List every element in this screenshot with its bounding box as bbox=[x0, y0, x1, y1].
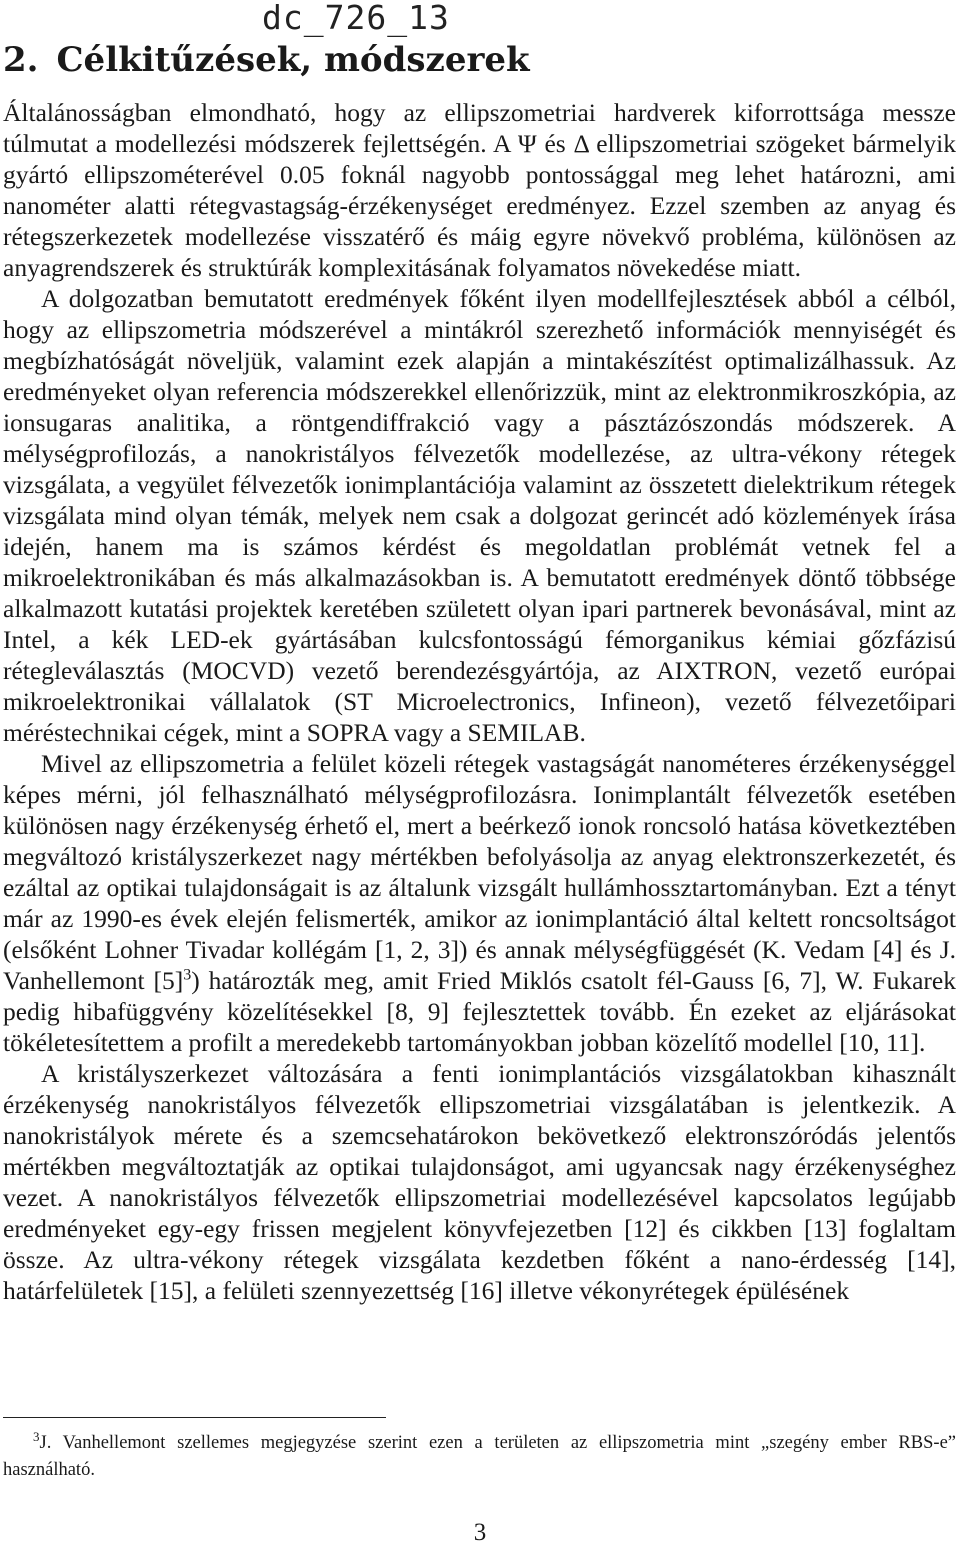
footnote-reference: 3 bbox=[183, 966, 192, 984]
section-number: 2. bbox=[3, 40, 39, 80]
body-text bbox=[3, 97, 956, 1306]
paragraph-depth-profiling-text-b: ) határozták meg, amit Fried Miklós csatolt fél-Gauss [6, 7], W. Fukarek pedig hibafüggvény közelítésekkel [8, 9] fejlesztettek tovább. Én ezeket az eljárásokat tökéletesítettem a profilt a meredekebb tartományokban jobban közelítő modellel [10, 11]. bbox=[3, 966, 956, 1057]
page-number: 3 bbox=[473, 1519, 487, 1546]
paragraph-depth-profiling-text-a: Mivel az ellipszometria a felület közeli rétegek vastagságát nanométeres érzékenységgel képes mérni, jól felhasználható mélységprofilozásra. Ionimplantált félvezetők esetében különösen nagy érzékenység érhető el, mert a beérkező ionok roncsoló hatása következtében megváltozó kristályszerkezet nagy mértékben befolyásolja az anyag elektronszerkezetét, és ezáltal az optikai tulajdonságait is az általunk vizsgált hullámhossztartományban. Ezt a tényt már az 1990-es évek elején felismerték, amikor az ionimplantáció által keltett roncsoltságot (elsőként Lohner Tivadar kollégám [1, 2, 3]) és annak mélységfüggését (K. Vedam [4] és J. Vanhellemont [5] bbox=[3, 749, 956, 995]
section-heading bbox=[3, 38, 530, 82]
footnote-divider bbox=[3, 1417, 386, 1418]
section-title: Célkitűzések, módszerek bbox=[56, 40, 530, 80]
paragraph-intro: Általánosságban elmondható, hogy az ellipszometriai hardverek kiforrottsága messze túlmutat a modellezési módszerek fejlettségén. A Ψ és Δ ellipszometriai szögeket bármelyik gyártó ellipszométerével 0.05 foknál nagyobb pontossággal meg lehet határozni, ami nanométer alatti rétegvastagság-érzékenységet eredményez. Ezzel szemben az anyag és rétegszerkezetek modellezése visszatérő és máig egyre növekvő probléma, különösen az anyagrendszerek és struktúrák komplexitásának folyamatos növekedése miatt. bbox=[3, 98, 956, 282]
paragraph-depth-profiling bbox=[3, 748, 956, 1058]
paragraph-nanocrystals: A kristályszerkezet változására a fenti ionimplantációs vizsgálatokban kihasznált érzékenység nanokristályos félvezetők ellipszometriai vizsgálatában is jelentkezik. A nanokristályok mérete és a szemcsehatárokon bekövetkező elektronszóródás jelentős mértékben megváltoztatják az optikai tulajdonságot, ami ugyancsak nagy érzékenységhez vezet. A nanokristályos félvezetők ellipszometriai modellezésével kapcsolatos legújabb eredményeket egy-egy frissen megjelent könyvfejezetben [12] és cikkben [13] foglaltam össze. Az ultra-vékony rétegek vizsgálata kezdetben főként a nano-érdesség [14], határfelületek [15], a felületi szennyezettség [16] illetve vékonyrétegek épülésének bbox=[3, 1059, 956, 1305]
document-id: dc_726_13 bbox=[262, 0, 450, 37]
footnote bbox=[3, 1430, 956, 1484]
footnote-text: J. Vanhellemont szellemes megjegyzése szerint ezen a területen az ellipszometria mint „szegény ember RBS-e” használható. bbox=[3, 1433, 956, 1480]
footnote-mark: 3 bbox=[33, 1428, 40, 1444]
paragraph-results: A dolgozatban bemutatott eredmények főként ilyen modellfejlesztések abból a célból, hogy az ellipszometria módszerével a mintákról szerezhető információk mennyiségét és megbízhatóságát növeljük, valamint ezek alapján a mintakészítést optimalizálhassuk. Az eredményeket olyan referencia módszerekkel ellenőrizzük, mint az elektronmikroszkópia, az ionsugaras analitika, a röntgendiffrakció vagy a pásztázószondás módszerek. A mélységprofilozás, a nanokristályos félvezetők modellezése, az ultra-vékony rétegek vizsgálata, a vegyület félvezetők ionimplantációja valamint az összetett dielektrikum rétegek vizsgálata mind olyan témák, melyek nem csak a dolgozat gerincét adó közlemények írása idején, hanem ma is számos kérdést és megoldatlan problémát vetnek fel a mikroelektronikában és más alkalmazásokban is. A bemutatott eredmények döntő többsége alkalmazott kutatási projektek keretében született olyan ipari partnerek bevonásával, mint az Intel, a kék LED-ek gyártásában kulcsfontosságú fémorganikus kémiai gőzfázisú rétegleválasztás (MOCVD) vezető berendezésgyártója, az AIXTRON, vezető európai mikroelektronikai vállalatok (ST Microelectronics, Infineon), vezető félvezetőipari méréstechnikai cégek, mint a SOPRA vagy a SEMILAB. bbox=[3, 284, 956, 747]
